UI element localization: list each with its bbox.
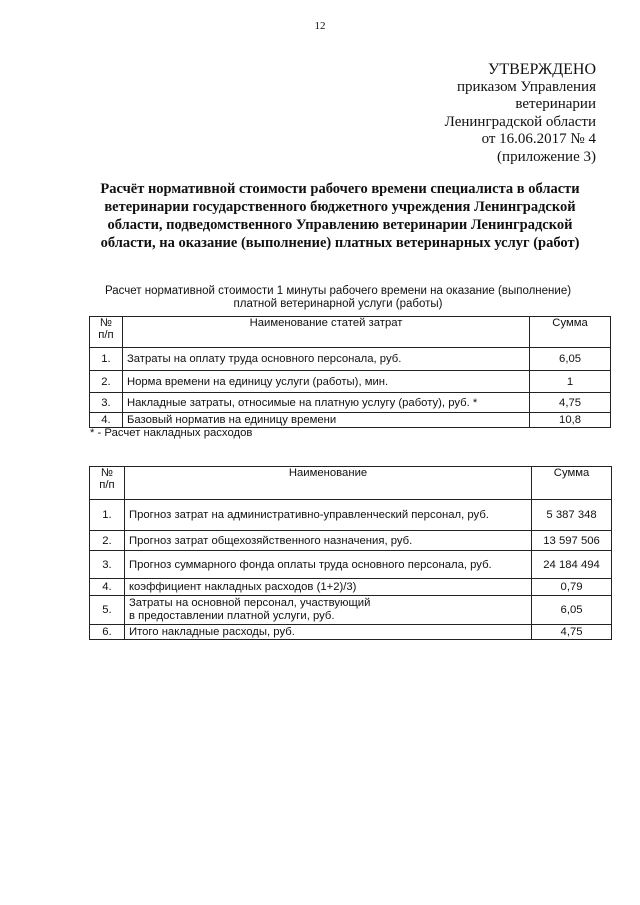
header-number [90, 467, 125, 500]
table-row [90, 500, 612, 531]
header-sum: Сумма [532, 467, 612, 500]
header-number [90, 317, 123, 348]
row-sum: 6,05 [532, 596, 612, 625]
table-row [90, 579, 612, 596]
title-line: области, на оказание (выполнение) платных ветеринарных услуг (работ) [100, 235, 580, 251]
title-line: ветеринарии государственного бюджетного учреждения Ленинградской [104, 199, 576, 215]
row-number: 6. [90, 625, 125, 640]
row-name: Затраты на оплату труда основного персонала, руб. [122, 348, 529, 371]
row-number: 2. [90, 371, 123, 393]
row-sum: 13 597 506 [532, 531, 612, 551]
header-name: Наименование статей затрат [122, 317, 529, 348]
footnote: * - Расчет накладных расходов [90, 427, 253, 439]
row-name: Накладные затраты, относимые на платную услугу (работу), руб. * [122, 393, 529, 413]
title-line: области, подведомственного Управлению ветеринарии Ленинградской [107, 217, 573, 233]
row-sum: 0,79 [532, 579, 612, 596]
row-sum: 4,75 [530, 393, 611, 413]
row-name: Итого накладные расходы, руб. [124, 625, 531, 640]
approval-title: УТВЕРЖДЕНО [487, 61, 596, 78]
approval-date-number: от 16.06.2017 № 4 [481, 131, 596, 147]
row-number: 5. [90, 596, 125, 625]
row-name: Прогноз затрат на административно-управленческий персонал, руб. [124, 500, 531, 531]
row-sum: 24 184 494 [532, 551, 612, 579]
table-row [90, 625, 612, 640]
row-name: Базовый норматив на единицу времени [122, 413, 529, 428]
caption-line: Расчет нормативной стоимости 1 минуты рабочего времени на оказание (выполнение) [104, 285, 572, 297]
table-row [90, 393, 611, 413]
approval-line: приказом Управления [456, 78, 596, 95]
table-row [90, 551, 612, 579]
table1-caption [68, 285, 608, 311]
caption-line: платной ветеринарной услуги (работы) [233, 298, 443, 310]
document-title [70, 180, 610, 252]
row-number: 4. [90, 579, 125, 596]
table-row [90, 371, 611, 393]
row-name-line1: Затраты на основной персонал, участвующий [128, 597, 371, 609]
row-number: 3. [90, 551, 125, 579]
row-sum: 6,05 [530, 348, 611, 371]
approval-block [445, 61, 596, 166]
row-name [124, 596, 531, 625]
row-name: Норма времени на единицу услуги (работы), мин. [122, 371, 529, 393]
row-number: 2. [90, 531, 125, 551]
table-row [90, 596, 612, 625]
row-number: 4. [90, 413, 123, 428]
header-number-line2: п/п [99, 479, 115, 491]
row-sum: 5 387 348 [532, 500, 612, 531]
row-name: коэффициент накладных расходов (1+2)/3) [124, 579, 531, 596]
title-line: Расчёт нормативной стоимости рабочего времени специалиста в области [100, 181, 580, 197]
row-sum: 1 [530, 371, 611, 393]
page-number: 12 [314, 20, 326, 32]
row-number: 3. [90, 393, 123, 413]
approval-appendix: (приложение 3) [497, 148, 596, 165]
overhead-calculation-table [89, 466, 612, 640]
table-row [90, 348, 611, 371]
header-sum: Сумма [530, 317, 611, 348]
header-number-line2: п/п [98, 329, 114, 341]
row-number: 1. [90, 348, 123, 371]
row-name: Прогноз суммарного фонда оплаты труда основного персонала, руб. [124, 551, 531, 579]
row-sum: 4,75 [532, 625, 612, 640]
header-number-line1: № [99, 317, 113, 329]
header-name: Наименование [124, 467, 531, 500]
approval-line: ветеринарии [515, 96, 596, 112]
row-sum: 10,8 [530, 413, 611, 428]
row-name: Прогноз затрат общехозяйственного назначения, руб. [124, 531, 531, 551]
table-row [90, 413, 611, 428]
table-header-row [90, 317, 611, 348]
table-row [90, 531, 612, 551]
row-name-line2: в предоставлении платной услуги, руб. [128, 610, 335, 622]
header-number-line1: № [100, 467, 114, 479]
row-number: 1. [90, 500, 125, 531]
approval-line: Ленинградской области [444, 113, 596, 130]
table-header-row [90, 467, 612, 500]
cost-items-table [89, 316, 611, 428]
